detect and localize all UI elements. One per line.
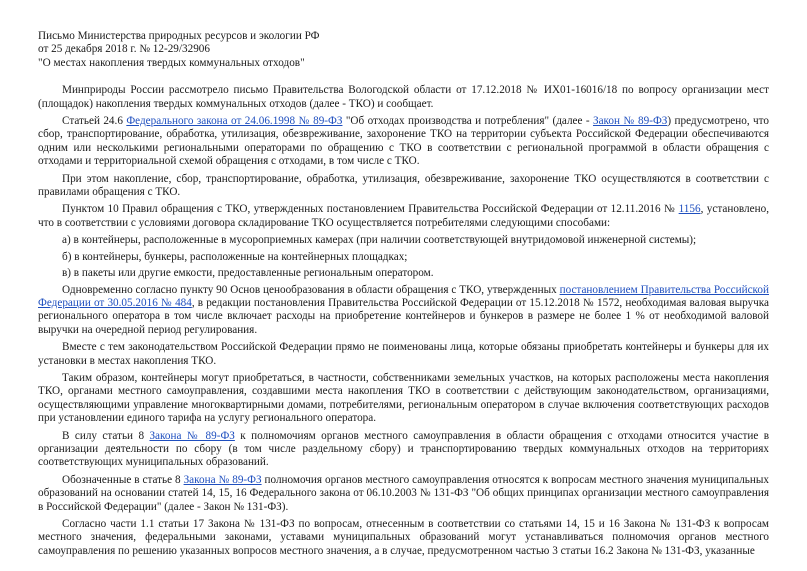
p9-text-a: Обозначенные в статье 8 xyxy=(62,473,184,486)
list-item-c: в) в пакеты или другие емкости, предоставленные региональным оператором. xyxy=(62,267,434,280)
header-line-2: от 25 декабря 2018 г. № 12-29/32906 xyxy=(38,43,210,56)
list-item-b: б) в контейнеры, бункеры, расположенные на контейнерных площадках; xyxy=(62,250,408,263)
paragraph-6: Вместе с тем законодательством Российской Федерации прямо не поименованы лица, которые обязаны приобретать контейнеры и бункеры для их установки в местах накопления ТКО. xyxy=(38,341,769,367)
resolution-484-link[interactable]: постановлением Правительства Российской Федерации от 30.05.2016 № 484 xyxy=(38,283,769,309)
paragraph-5 xyxy=(38,284,769,338)
p2-text-b: "Об отходах производства и потребления" (далее - xyxy=(342,115,593,128)
resolution-1156-link[interactable]: 1156 xyxy=(678,203,701,216)
p2-text-c: ) предусмотрено, что сбор, транспортирование, обработка, утилизация, обезвреживание, захоронение ТКО на территории субъекта Российской Федерации обеспечиваются одним или несколькими региональными операторами по обращению с ТКО в соответствии с региональной программой в области обращения с отходами и территориальной схемой обращения с отходами, в том числе с ТКО. xyxy=(38,115,769,168)
document-header xyxy=(38,30,769,70)
header-line-1: Письмо Министерства природных ресурсов и экологии РФ xyxy=(38,30,320,42)
p8-text-a: В силу статьи 8 xyxy=(62,429,150,442)
p4-text-b: , установлено, что в соответствии с условиями договора складирование ТКО осуществляется потребителями следующими способами: xyxy=(38,203,769,229)
paragraph-4 xyxy=(38,203,769,230)
paragraph-10: Согласно части 1.1 статьи 17 Закона № 131-ФЗ по вопросам, отнесенным в соответствии со статьями 14, 15 и 16 Закона № 131-ФЗ к вопросам местного значения, федеральными законами, уставами муниципальных образований могут устанавливаться полномочия органов местного самоуправления по решению указанных вопросов местного значения, а в случае, предусмотренном частью 3 статьи 16.2 Закона № 131-ФЗ, указанные xyxy=(38,518,769,557)
law-89fz-short-link[interactable]: Закон № 89-ФЗ xyxy=(592,115,668,128)
paragraph-1: Минприроды России рассмотрело письмо Правительства Вологодской области от 17.12.2018 № ИХ01-16016/18 по вопросу организации мест (площадок) накопления твердых коммунальных отходов (далее - ТКО) и сообщает. xyxy=(38,84,769,110)
header-line-3: "О местах накопления твердых коммунальных отходов" xyxy=(38,56,305,69)
paragraph-7: Таким образом, контейнеры могут приобретаться, в частности, собственниками земельных участков, на которых расположены места накопления ТКО, органами местного самоуправления, создавшими места накопления ТКО в соответствии с действующим законодательством, организациями, осуществляющими управление многоквартирными домами, потребителями, региональным оператором в случае включения соответствующих расходов при установлении единого тарифа на услугу регионального оператора. xyxy=(38,371,769,425)
paragraph-3: При этом накопление, сбор, транспортирование, обработка, утилизация, обезвреживание, захоронение ТКО осуществляются в соответствии с правилами обращения с ТКО. xyxy=(38,172,769,199)
law-89fz-link-3[interactable]: Закона № 89-ФЗ xyxy=(183,473,262,486)
list-item-a: а) в контейнеры, расположенные в мусороприемных камерах (при наличии соответствующей внутридомовой инженерной системы); xyxy=(62,234,697,247)
paragraph-8 xyxy=(38,430,769,470)
p9-text-b: полномочия органов местного самоуправления относятся к вопросам местного значения муниципальных образований на основании статей 14, 15, 16 Федерального закона от 06.10.2003 № 131-ФЗ "Об общих принципах организации местного самоуправления в Российской Федерации" (далее - Закон № 131-ФЗ). xyxy=(38,473,769,513)
paragraph-9 xyxy=(38,474,769,514)
p5-text-b: , в редакции постановления Правительства Российской Федерации от 15.12.2018 № 1572, необходимая валовая выручка регионального оператора в том числе включает расходы на приобретение контейнеров и бункеров в размере не более 1 % от необходимой валовой выручки на очередной период регулирования. xyxy=(38,296,769,336)
law-89fz-link[interactable]: Федерального закона от 24.06.1998 № 89-ФЗ xyxy=(126,115,343,128)
p2-text-a: Статьей 24.6 xyxy=(62,115,127,128)
p4-text-a: Пунктом 10 Правил обращения с ТКО, утвержденных постановлением Правительства Российской Федерации от 12.11.2016 № xyxy=(62,203,679,216)
paragraph-2 xyxy=(38,115,769,169)
p5-text-a: Одновременно согласно пункту 90 Основ ценообразования в области обращения с ТКО, утвержденных xyxy=(62,283,560,296)
p8-text-b: к полномочиям органов местного самоуправления в области обращения с отходами относится участие в организации деятельности по сбору (в том числе раздельному сбору) и транспортированию твердых коммунальных отходов на территориях соответствующих муниципальных образований. xyxy=(38,429,769,469)
law-89fz-link-2[interactable]: Закона № 89-ФЗ xyxy=(149,429,235,442)
